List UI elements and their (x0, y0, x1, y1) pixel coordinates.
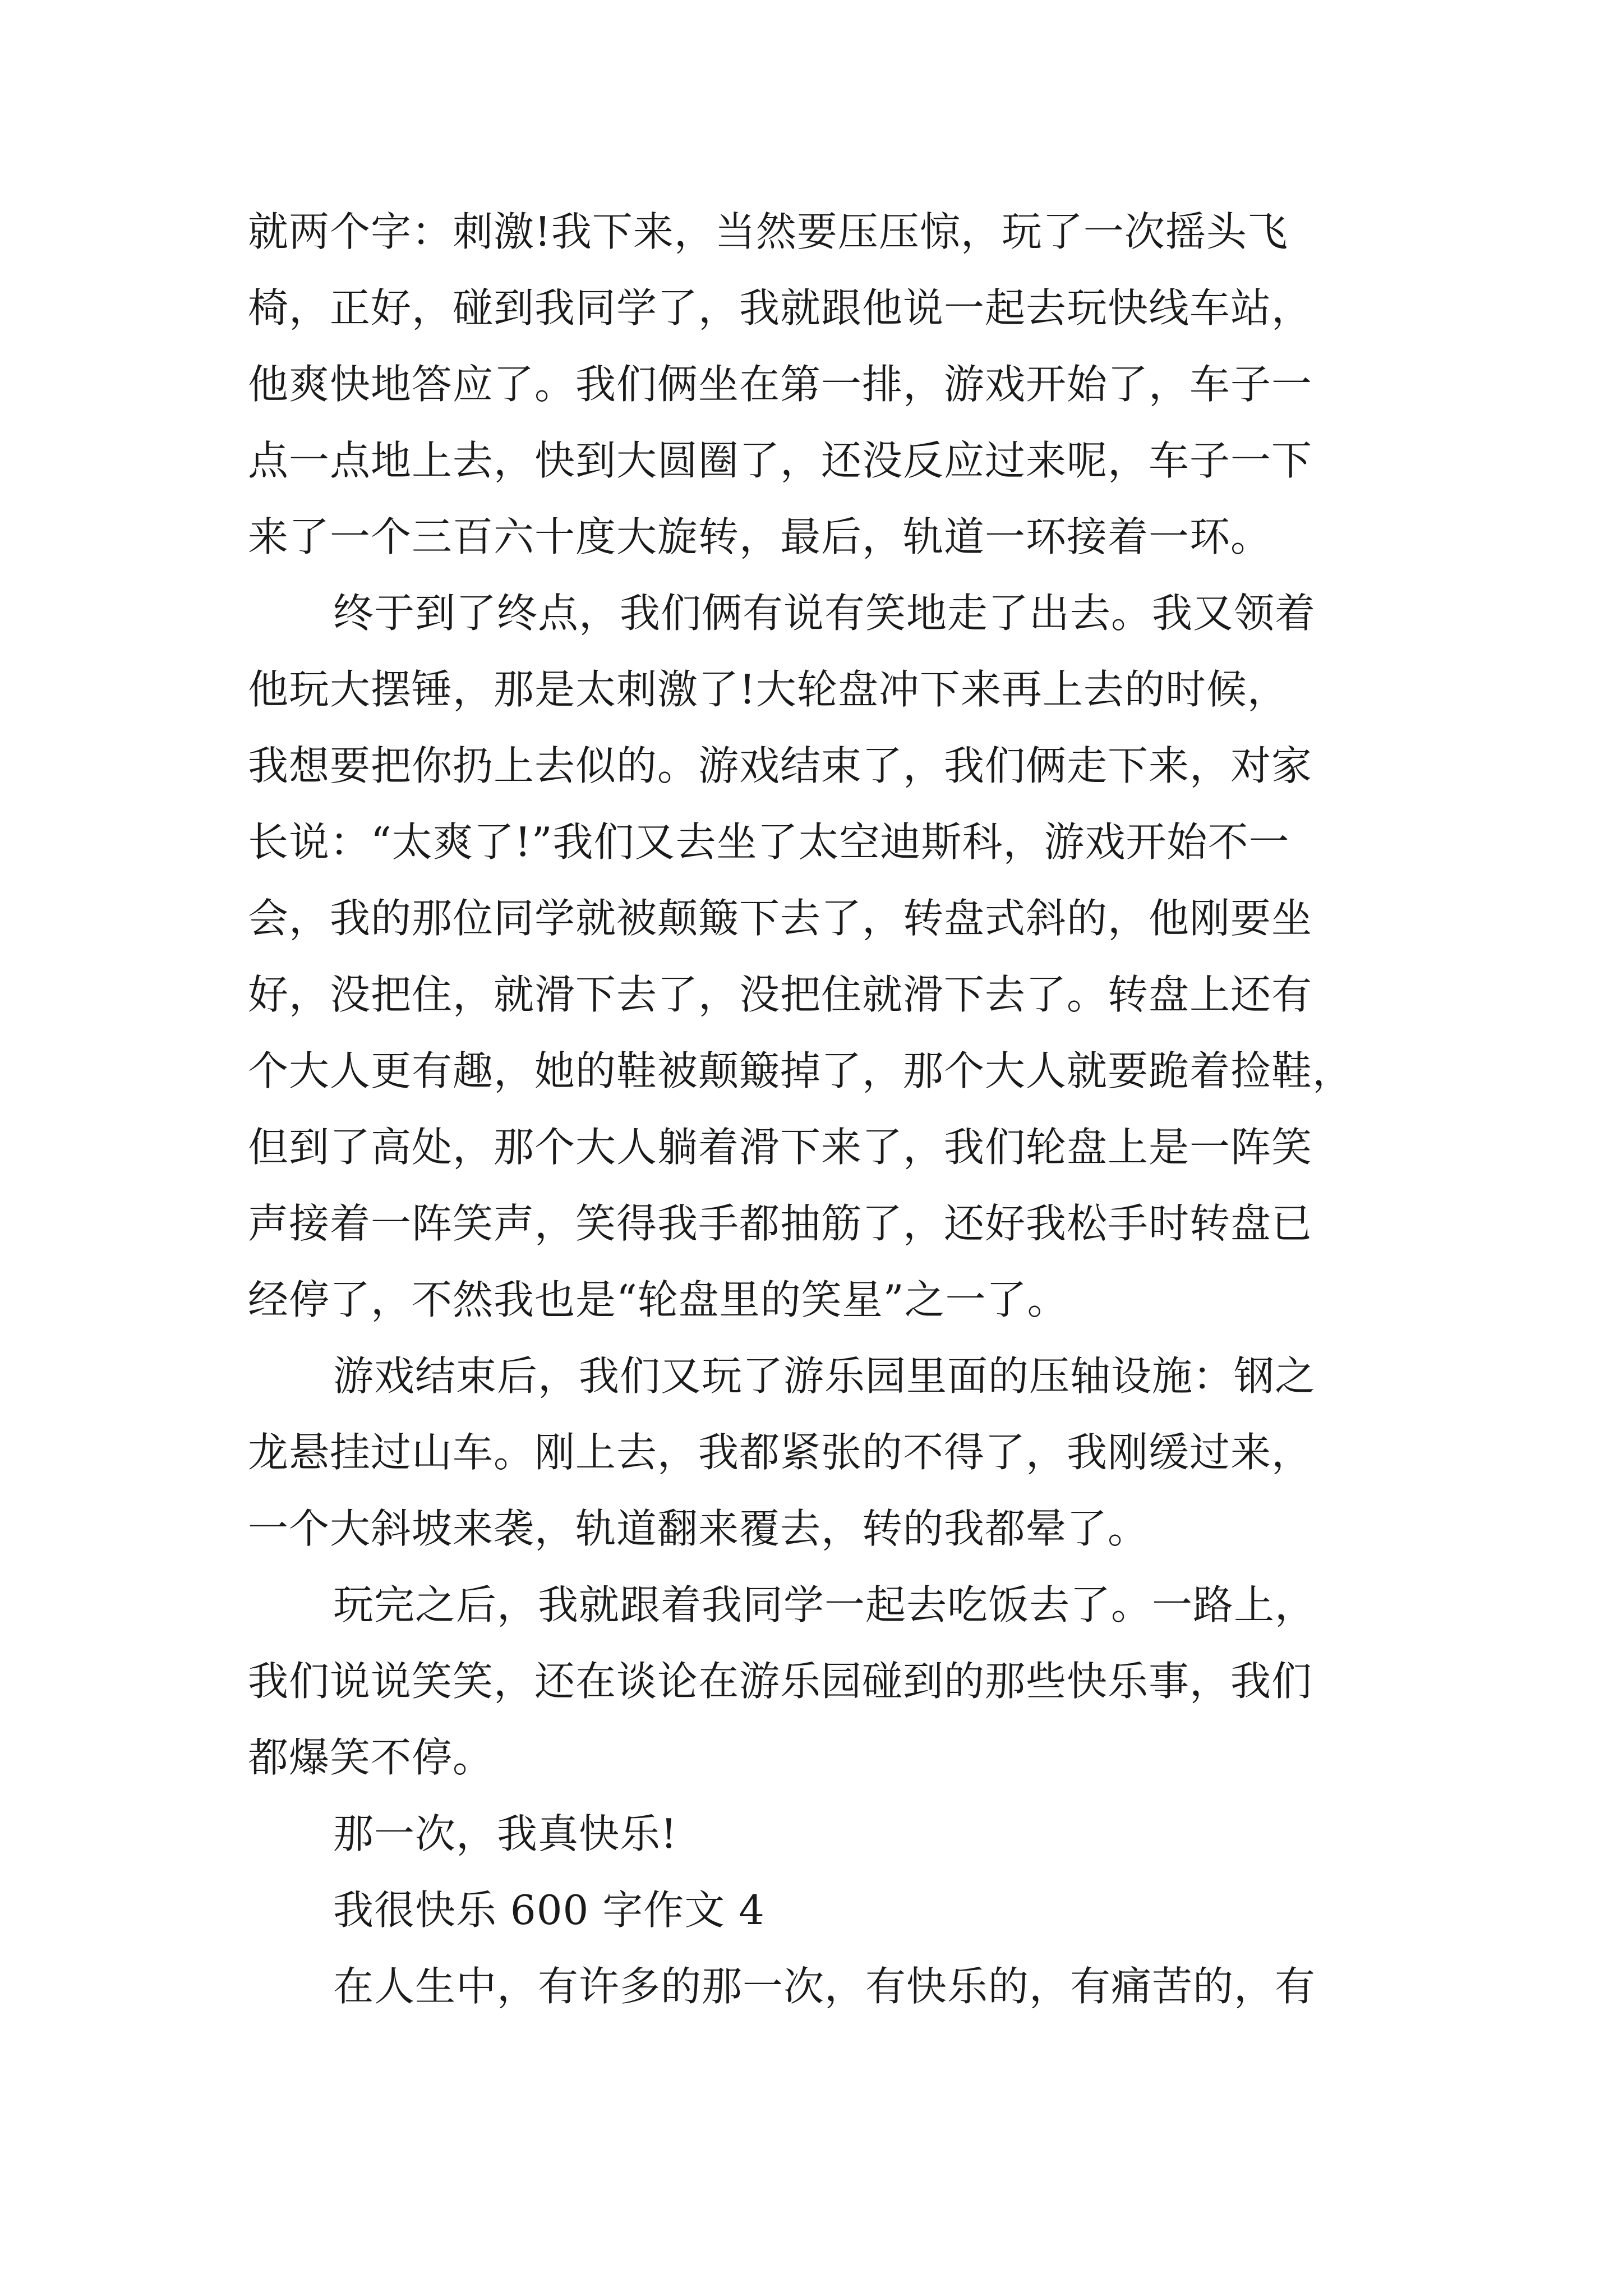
section-heading: 我很快乐 600 字作文 4 (333, 1887, 765, 1934)
paragraph-start-line: 在人生中，有许多的那一次，有快乐的，有痛苦的，有 (333, 1963, 1316, 2010)
text-line: 好，没把住，就滑下去了，没把住就滑下去了。转盘上还有 (248, 971, 1313, 1018)
text-line: 来了一个三百六十度大旋转，最后，轨道一环接着一环。 (248, 513, 1272, 560)
paragraph-start-line: 那一次，我真快乐! (333, 1810, 677, 1857)
text-line: 个大人更有趣，她的鞋被颠簸掉了，那个大人就要跪着捡鞋， (248, 1047, 1354, 1094)
paragraph-start-line: 终于到了终点，我们俩有说有笑地走了出去。我又领着 (333, 590, 1316, 637)
text-line: 都爆笑不停。 (248, 1734, 494, 1781)
text-line: 就两个字：刺激!我下来，当然要压压惊，玩了一次摇头飞 (248, 208, 1288, 255)
text-line: 经停了，不然我也是“轮盘里的笑星”之一了。 (248, 1276, 1068, 1323)
text-line: 但到了高处，那个大人躺着滑下来了，我们轮盘上是一阵笑 (248, 1124, 1313, 1171)
text-line: 声接着一阵笑声，笑得我手都抽筋了，还好我松手时转盘已 (248, 1200, 1313, 1247)
essay-body (248, 194, 1375, 2024)
text-line: 他玩大摆锤，那是太刺激了!大轮盘冲下来再上去的时候， (248, 666, 1288, 713)
text-line: 长说：“太爽了!”我们又去坐了太空迪斯科，游戏开始不一 (248, 818, 1290, 866)
text-line: 我们说说笑笑，还在谈论在游乐园碰到的那些快乐事，我们 (248, 1658, 1313, 1705)
text-line: 点一点地上去，快到大圆圈了，还没反应过来呢，车子一下 (248, 437, 1313, 484)
text-line: 椅，正好，碰到我同学了，我就跟他说一起去玩快线车站， (248, 284, 1313, 332)
paragraph-start-line: 游戏结束后，我们又玩了游乐园里面的压轴设施：钢之 (333, 1352, 1316, 1400)
paragraph-start-line: 玩完之后，我就跟着我同学一起去吃饭去了。一路上， (333, 1581, 1316, 1628)
text-line: 我想要把你扔上去似的。游戏结束了，我们俩走下来，对家 (248, 742, 1313, 789)
text-line: 龙悬挂过山车。刚上去，我都紧张的不得了，我刚缓过来， (248, 1429, 1313, 1476)
text-line: 一个大斜坡来袭，轨道翻来覆去，转的我都晕了。 (248, 1505, 1149, 1552)
text-line: 会，我的那位同学就被颠簸下去了，转盘式斜的，他刚要坐 (248, 895, 1313, 942)
text-line: 他爽快地答应了。我们俩坐在第一排，游戏开始了，车子一 (248, 361, 1313, 408)
